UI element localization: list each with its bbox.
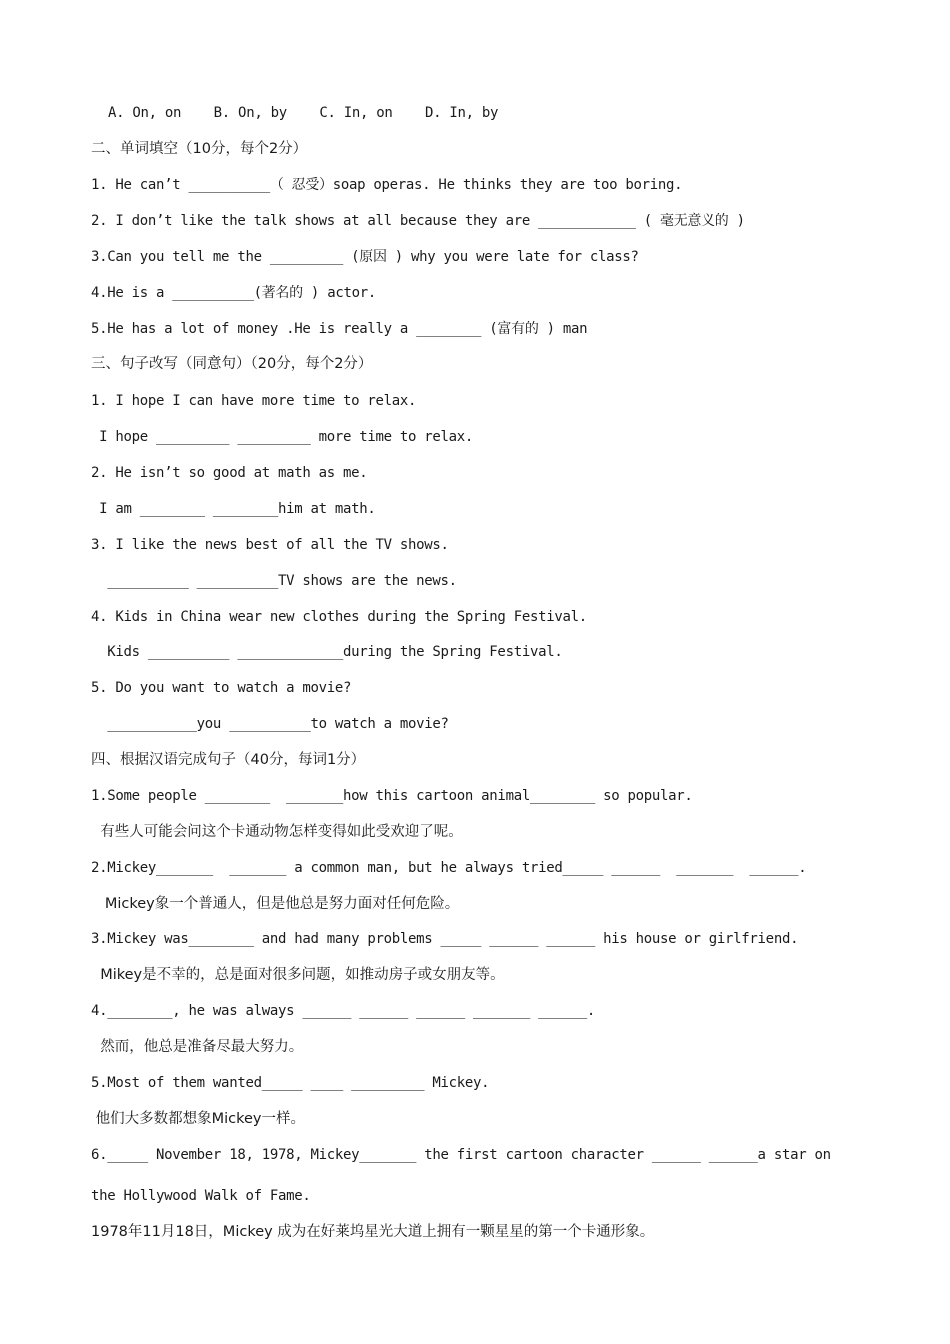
section-2-heading: 二、单词填空（10分，每个2分） (91, 141, 308, 157)
s2-item-1: 1. He can’t __________（ 忍受）soap operas. He thinks they are too boring. (91, 177, 683, 193)
section-4-heading: 四、根据汉语完成句子（40分，每词1分） (91, 752, 366, 768)
s2-item-4: 4.He is a __________(著名的 ) actor. (91, 285, 376, 301)
s4-line-2: 有些人可能会问这个卡通动物怎样变得如此受欢迎了呢。 (91, 824, 463, 840)
s2-item-5: 5.He has a lot of money .He is really a ________ (富有的 ) man (91, 321, 588, 337)
s2-item-3: 3.Can you tell me the _________ (原因 ) why you were late for class? (91, 249, 639, 265)
s3-line-4: I am ________ ________him at math. (91, 501, 376, 517)
s3-line-5: 3. I like the news best of all the TV shows. (91, 537, 449, 553)
section-3-heading: 三、句子改写（同意句）（20分，每个2分） (91, 356, 373, 372)
s3-line-6: __________ __________TV shows are the news. (91, 573, 457, 589)
s2-item-2: 2. I don’t like the talk shows at all because they are ____________ ( 毫无意义的 ) (91, 213, 745, 229)
s4-line-9: 5.Most of them wanted_____ ____ _________ Mickey. (91, 1075, 490, 1091)
s3-line-1: 1. I hope I can have more time to relax. (91, 393, 417, 409)
s4-line-4: Mickey象一个普通人，但是他总是努力面对任何危险。 (91, 896, 460, 912)
s3-line-7: 4. Kids in China wear new clothes during the Spring Festival. (91, 609, 587, 625)
s3-line-2: I hope _________ _________ more time to relax. (91, 429, 474, 445)
s4-line-6: Mikey是不幸的，总是面对很多问题，如推动房子或女朋友等。 (91, 967, 505, 983)
s3-line-9: 5. Do you want to watch a movie? (91, 680, 352, 696)
s3-line-8: Kids __________ _____________during the Spring Festival. (91, 644, 563, 660)
s3-line-10: ___________you __________to watch a movie? (91, 716, 449, 732)
s4-line-7: 4.________, he was always ______ ______ ______ _______ ______. (91, 1003, 595, 1019)
s4-line-5: 3.Mickey was________ and had many problems _____ ______ ______ his house or girlfriend. (91, 931, 799, 947)
s3-line-3: 2. He isn’t so good at math as me. (91, 465, 368, 481)
s4-line-8: 然而，他总是准备尽最大努力。 (91, 1039, 304, 1055)
q1-options: A. On, on B. On, by C. In, on D. In, by (108, 105, 499, 121)
s4-line-12: the Hollywood Walk of Fame. (91, 1188, 311, 1204)
s4-line-3: 2.Mickey_______ _______ a common man, but he always tried_____ ______ _______ ______. (91, 860, 807, 876)
s4-line-10: 他们大多数都想象Mickey一样。 (91, 1111, 306, 1127)
s4-line-11: 6._____ November 18, 1978, Mickey_______ the first cartoon character ______ ______a star on (91, 1147, 831, 1163)
s4-line-13: 1978年11月18日，Mickey 成为在好莱坞星光大道上拥有一颗星星的第一个卡通形象。 (91, 1224, 655, 1240)
s4-line-1: 1.Some people ________ _______how this cartoon animal________ so popular. (91, 788, 693, 804)
